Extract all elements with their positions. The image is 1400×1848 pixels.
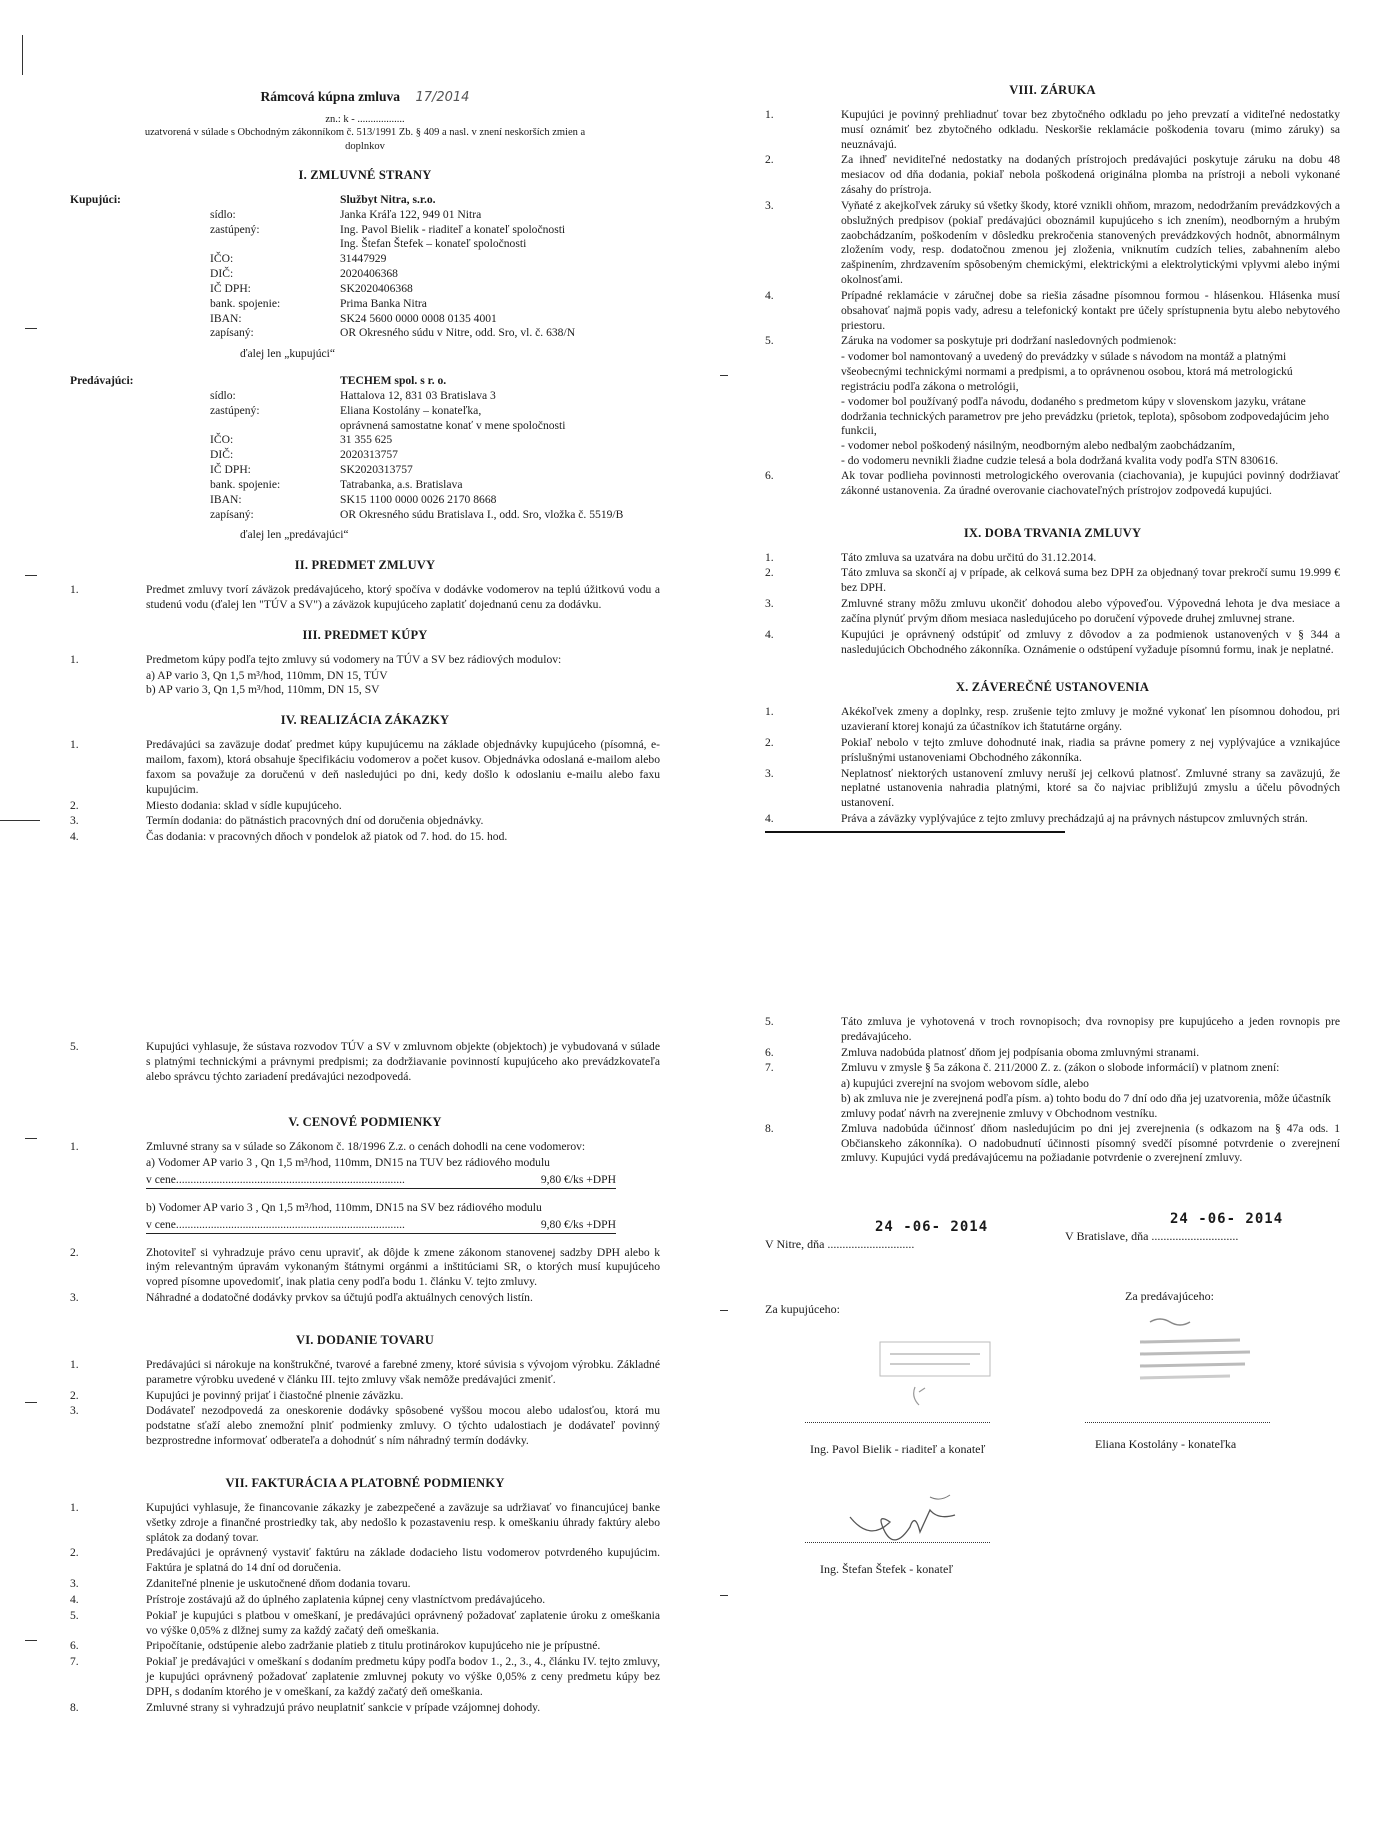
clause-number: 2.: [70, 1546, 79, 1560]
party-field-value: Hattalova 12, 831 03 Bratislava 3: [340, 388, 496, 402]
party-field-label: zapísaný:: [210, 326, 254, 340]
party-field-value: OR Okresného súdu Bratislava I., odd. Sro, vložka č. 5519/B: [340, 507, 624, 521]
margin-dash: [720, 375, 728, 376]
party-field-label: IČ DPH:: [210, 463, 251, 477]
purchase-list: [70, 653, 660, 668]
prices-list: [70, 1246, 660, 1306]
clause-text: Záruka na vodomer sa poskytuje pri dodržaní nasledovných podmienok:: [841, 334, 1177, 348]
clause-item: [765, 108, 1340, 152]
price-b-line: [146, 1218, 616, 1234]
clause-text: Čas dodania: v pracovných dňoch v pondelok až piatok od 7. hod. do 15. hod.: [146, 830, 508, 844]
margin-dash: [25, 328, 37, 329]
clause-item: [70, 583, 660, 613]
clause-item: [70, 1501, 660, 1545]
margin-dash: [25, 1402, 37, 1403]
clause-item: [70, 1404, 660, 1448]
clause-item: [70, 1655, 660, 1699]
clause-text: Táto zmluva je vyhotovená v troch rovnopisoch; dva rovnopisy pre kupujúceho a jeden rovnopis pre predávajúceho.: [841, 1015, 1340, 1043]
section-heading-realization: IV. REALIZÁCIA ZÁKAZKY: [280, 713, 450, 728]
margin-dash: [720, 1595, 728, 1596]
party-field-value: Eliana Kostolány – konateľka,: [340, 403, 482, 417]
clause-number: 4.: [70, 1592, 79, 1606]
clause-text: Pripočítanie, odstúpenie alebo zadržanie platieb z titulu protinárokov kupujúceho nie je prípustné.: [146, 1639, 601, 1653]
clause-text: Prípadné reklamácie v záručnej dobe sa riešia zásadne písomnou formou - hlásenkou. Hlásenka musí obsahovať najmä popis vady, adresu a telefonický kontakt pre účely sprístupnenia bytu alebo nebytového priestoru.: [841, 288, 1340, 332]
item-number: 1.: [70, 1140, 79, 1154]
clause-item: [765, 1015, 1340, 1045]
final-sub-a: a) kupujúci zverejní na svojom webovom sídle, alebo: [841, 1077, 1089, 1091]
clause-item: [70, 653, 660, 668]
clause-number: 8.: [765, 1121, 774, 1135]
clause-number: 2.: [765, 153, 774, 167]
clause-item: [70, 1639, 660, 1654]
clause-text: Táto zmluva sa skončí aj v prípade, ak celková suma bez DPH za objednaný tovar prekročí sumu 19.999 € bez DPH.: [841, 566, 1340, 595]
clause-number: 4.: [765, 627, 774, 641]
clause-text: Zmluvné strany môžu zmluvu ukončiť dohodou alebo výpoveďou. Výpovedná lehota je dva mesiace a začína plynúť prvým dňom mesiaca nasledujúceho po doručení výpovede druhej zmluvnej strane.: [841, 597, 1340, 625]
margin-dash: [25, 575, 37, 576]
party-field-value: 2020406368: [340, 267, 398, 281]
party-spacer: [70, 267, 210, 282]
clause-text: Kupujúci vyhlasuje, že financovanie zákazky je zabezpečené a zaväzuje sa udržiavať vo financujúcej banke všetky zdroje a finančné prostriedky tak, aby nedošlo k pozastaveniu resp. k omeškaniu úhrady faktúry alebo splátok za dodaný tovar.: [146, 1500, 660, 1544]
clause-item: [765, 812, 1340, 827]
clause-item: [70, 799, 660, 814]
party-field-label: bank. spojenie:: [210, 477, 281, 491]
seller-role: Predávajúci:: [70, 374, 134, 388]
clause-number: 5.: [70, 1608, 79, 1622]
buyer-signatory-2: Ing. Štefan Štefek - konateľ: [820, 1562, 954, 1577]
party-spacer: [70, 508, 210, 523]
party-spacer: [70, 223, 210, 238]
buyer-date-stamp: 24 -06- 2014: [875, 1219, 989, 1236]
price-a-desc: a) Vodomer AP vario 3 , Qn 1,5 m³/hod, 110mm, DN15 na TUV bez rádiového modulu: [146, 1156, 550, 1170]
buyer-alias: ďalej len „kupujúci“: [240, 347, 336, 361]
party-field-value: SK24 5600 0000 0008 0135 4001: [340, 311, 497, 325]
clause-text: Kupujúci je oprávnený odstúpiť od zmluvy z dôvodov a za podmienok ustanovených v § 344 a nasledujúcich Obchodného zákonníka. Oznámenie o odstúpení vyžaduje písomnú formu, inak je neplatné.: [841, 627, 1340, 656]
clause-item: [765, 767, 1340, 811]
party-spacer: [70, 404, 210, 419]
buyer-signature-line: [805, 1422, 990, 1423]
price-item: [70, 1140, 660, 1155]
clause-item: [70, 814, 660, 829]
clause-item: [70, 738, 660, 797]
seller-block: [70, 374, 660, 522]
clause-number: 1.: [70, 1357, 79, 1371]
intro-text: uzatvorená v súlade s Obchodným zákonníkom č. 513/1991 Zb. § 409 a nasl. v znení neskorších zmien a doplnkov: [144, 127, 586, 152]
warranty-condition: - vodomer nebol poškodený násilným, neodborným alebo nedbalým zaobchádzaním,: [841, 439, 1236, 453]
clause-text: Pokiaľ nebolo v tejto zmluve dohodnuté inak, riadia sa právne pomery z nej vyplývajúce a vznikajúce príslušnými ustanoveniami Obchodného zákonníka.: [841, 735, 1340, 764]
clause-text: Vyňaté z akejkoľvek záruky sú všetky škody, ktoré vznikli ohňom, mrazom, nedodržaním prevádzkových a obslužných predpisov (pokiaľ predávajúci oboznámil kupujúceho s ich znením), neodborným a hrubým zaobchádzaním, poškodením v dôsledku prekročenia stanovených prevádzkových hodnôt, abnormálnym zložením vody, resp. dodatočnou zmenou jej zloženia, vniknutím cudzích telies, zabahnením alebo zašpinením, zhrdzavením spôsobeným chemickými, elektrickými a elektrolytickými vplyvmi alebo inými okolnosťami.: [841, 198, 1340, 287]
quadrant-bottom-right: [765, 1015, 1340, 1787]
clause-item: [70, 1246, 660, 1290]
clause-number: 1.: [765, 705, 774, 719]
warranty-list-2: [765, 469, 1340, 499]
margin-dash: [0, 820, 40, 821]
section-heading-invoicing: VII. FAKTURÁCIA A PLATOBNÉ PODMIENKY: [225, 1475, 505, 1490]
clause-number: 1.: [70, 738, 79, 752]
clause-text: Zmluvné strany si vyhradzujú právo neuplatniť sankcie v prípade vzájomnej dohody.: [146, 1700, 541, 1714]
clause-number: 3.: [765, 198, 774, 212]
document-title: [70, 88, 660, 107]
final-list-2: [765, 1015, 1340, 1076]
clause-text: Prístroje zostávajú až do úplného zaplatenia kúpnej ceny vlastníctvom predávajúceho.: [146, 1592, 546, 1606]
party-field-label: zastúpený:: [210, 222, 260, 236]
clause-text: Neplatnosť niektorých ustanovení zmluvy neruší jej celkovú platnosť. Zmluvné strany sa zaväzujú, že neplatné ustanovenia nahradia platnými, ktoré sa čo najviac približujú zmyslu a účelu pôvodných ustanovení.: [841, 766, 1340, 810]
clause-item: [70, 1040, 660, 1084]
clause-text: Zmluva nadobúda platnosť dňom jej podpísania oboma zmluvnými stranami.: [841, 1045, 1200, 1059]
party-spacer: [70, 252, 210, 267]
realization-list: [70, 738, 660, 845]
party-spacer: [70, 448, 210, 463]
warranty-condition: - do vodomeru nevnikli žiadne cudzie telesá a bola dodržaná kvalita vody podľa STN 830616.: [841, 454, 1279, 468]
seller-alias: ďalej len „predávajúci“: [240, 528, 349, 542]
clause-item: [765, 551, 1340, 566]
price-a-label: v cene...............................................................................: [146, 1173, 405, 1187]
clause-text: Zhotoviteľ si vyhradzuje právo cenu upraviť, ak dôjde k zmene zákonom stanovenej sadzby DPH alebo k iným relevantným úpravám vykonaným štátnymi orgánmi a inštitúciami SR, o ktorých musí kupujúceho vopred písomne upovedomiť, inak platia ceny podľa bodu 1. článku V. tejto zmluvy.: [146, 1245, 660, 1289]
party-field-value: 31447929: [340, 252, 387, 266]
party-field-label: bank. spojenie:: [210, 296, 281, 310]
clause-number: 8.: [70, 1700, 79, 1714]
party-field-label: sídlo:: [210, 207, 236, 221]
section-heading-purchase: III. PREDMET KÚPY: [302, 627, 428, 642]
party-spacer: [70, 297, 210, 312]
clause-text: Pokiaľ je predávajúci v omeškaní s dodaním predmetu kúpy podľa bodov 1., 2., 3., 4., článku IV. tejto zmluvy, je kupujúci oprávnený požadovať zaplatenie zmluvnej pokuty vo výške 0,05% z ceny predmetu kúpy bez DPH, s dodaním ktorého je v omeškaní, za každý začatý deň omeškania.: [146, 1655, 660, 1698]
clause-item: [765, 153, 1340, 197]
margin-dash: [25, 1640, 37, 1641]
price-a-value: 9,80 €/ks +DPH: [540, 1173, 616, 1187]
section-heading-delivery: VI. DODANIE TOVARU: [295, 1332, 434, 1347]
clause-item: [765, 566, 1340, 596]
clause-number: 2.: [765, 566, 774, 580]
party-field-value: Ing. Pavol Bielik - riaditeľ a konateľ spoločnosti: [340, 222, 566, 236]
buyer-place-date: V Nitre, dňa .............................: [765, 1237, 915, 1252]
duration-list: [765, 551, 1340, 658]
clause-number: 1.: [765, 108, 774, 121]
clause-text: Práva a záväzky vyplývajúce z tejto zmluvy prechádzajú aj na právnych nástupcov zmluvných strán.: [841, 812, 1308, 826]
seller-place-date: V Bratislave, dňa .............................: [1065, 1229, 1239, 1244]
party-field-label: IČ DPH:: [210, 281, 251, 295]
section-heading-duration: IX. DOBA TRVANIA ZMLUVY: [963, 525, 1142, 540]
clause-item: [765, 1046, 1340, 1061]
signature-scribble-icon: [835, 1487, 975, 1557]
for-buyer-label: Za kupujúceho:: [765, 1302, 840, 1317]
price-b-value: 9,80 €/ks +DPH: [540, 1217, 616, 1231]
party-field-value: Ing. Štefan Štefek – konateľ spoločnosti: [340, 237, 527, 251]
clause-number: 4.: [70, 830, 79, 844]
clause-item: [70, 1577, 660, 1592]
party-field-value: Prima Banka Nitra: [340, 296, 427, 310]
party-spacer: [70, 478, 210, 493]
margin-dash: [25, 1138, 37, 1139]
clause-number: 1.: [70, 583, 79, 597]
clause-number: 1.: [765, 550, 774, 564]
party-field-label: zastúpený:: [210, 403, 260, 417]
party-field-label: zapísaný:: [210, 507, 254, 521]
clause-text: Predávajúci si nárokuje na konštrukčné, tvarové a farebné zmeny, ktoré súvisia s vývojom výrobku. Základné parametre výrobku uvedené v článku III. tejto zmluvy však nemôže predávajúci zmeniť.: [146, 1357, 660, 1386]
clause-item: [70, 1546, 660, 1576]
warranty-condition: - vodomer bol namontovaný a uvedený do prevádzky v súlade s návodom na montáž a platnými všeobecnými technickými normami a predpismi, a to oprávnenou osobou, ktorá má metrologickú registráciu podľa zákona o metrológii,: [841, 350, 1293, 393]
clause-item: [765, 334, 1340, 349]
clause-item: [70, 1609, 660, 1639]
section-heading-warranty: VIII. ZÁRUKA: [1009, 83, 1096, 97]
clause-text: Ak tovar podlieha povinnosti metrologického overovania (ciachovania), je kupujúci povinný dodržiavať zákonné ustanovenia. Za úradné overovanie ciachovateľných prístrojov zodpovedá kupujúci.: [841, 468, 1340, 497]
realization-list-2: [70, 1040, 660, 1084]
clause-number: 3.: [70, 814, 79, 828]
buyer-role: Kupujúci:: [70, 192, 121, 206]
buyer-stamp-icon: [875, 1332, 995, 1412]
final-list: [765, 705, 1340, 827]
clause-item: [765, 199, 1340, 288]
party-field-label: sídlo:: [210, 388, 236, 402]
party-spacer: [70, 312, 210, 327]
clause-item: [70, 1389, 660, 1404]
title-text: Rámcová kúpna zmluva: [260, 89, 401, 104]
clause-number: 4.: [765, 812, 774, 826]
clause-text: Termín dodania: do pätnástich pracovných dní od doručenia objednávky.: [146, 814, 484, 828]
clause-number: 2.: [70, 1245, 79, 1259]
quadrant-bottom-left: [70, 1040, 660, 1717]
party-spacer: [70, 419, 210, 434]
clause-text: Zdaniteľné plnenie je uskutočnené dňom dodania tovaru.: [146, 1577, 411, 1591]
party-field-value: SK15 1100 0000 0026 2170 8668: [340, 492, 497, 506]
buyer-block: [70, 193, 660, 341]
party-field-label: IČO:: [210, 433, 234, 447]
party-spacer: [70, 237, 210, 252]
warranty-condition: - vodomer bol používaný podľa návodu, dodaného s predmetom kúpy v slovenskom jazyku, vrátane dodržania technických parametrov pre jeho prevádzku (prietok, teplota), spôsobom zodpovedajúcim jeho funkcii,: [841, 394, 1330, 438]
clause-text: Predávajúci sa zaväzuje dodať predmet kúpy kupujúcemu na základe objednávky kupujúceho (písomná, e-mailom, faxom), ktorá obsahuje špecifikáciu vodomerov a počet kusov. Objednávka odoslaná e-mailom alebo faxom sa považuje za doručenú v deň nasledujúci po dni, kedy došlo k odoslaniu e-mailu alebo faxu kupujúcim.: [146, 738, 660, 796]
clause-number: 3.: [765, 766, 774, 780]
clause-text: Predmetom kúpy podľa tejto zmluvy sú vodomery na TÚV a SV bez rádiových modulov:: [146, 652, 562, 666]
signature-area: [765, 1167, 1340, 1787]
clause-number: 7.: [70, 1655, 79, 1669]
party-spacer: [70, 326, 210, 341]
clause-item: [765, 597, 1340, 627]
party-field-label: IBAN:: [210, 492, 242, 506]
party-field-value: 2020313757: [340, 448, 398, 462]
party-field-value: OR Okresného súdu v Nitre, odd. Sro, vl. č. 638/N: [340, 326, 576, 340]
clause-text: Kupujúci vyhlasuje, že sústava rozvodov TÚV a SV v zmluvnom objekte (objektoch) je vybudovaná v súlade s platnými technickými a právnymi predpismi; za dodržiavanie povinností kupujúceho ako prevádzkovateľa alebo správcu týchto zariadení predávajúci nezodpovedá.: [146, 1040, 660, 1083]
clause-number: 5.: [70, 1040, 79, 1053]
buyer-signatory-1: Ing. Pavol Bielik - riaditeľ a konateľ: [810, 1442, 986, 1457]
warranty-list: [765, 108, 1340, 349]
buyer-name: Službyt Nitra, s.r.o.: [340, 192, 436, 206]
clause-item: [765, 289, 1340, 333]
clause-item: [765, 736, 1340, 766]
clause-text: Kupujúci je povinný prijať i čiastočné plnenie záväzku.: [146, 1388, 404, 1402]
invoicing-list: [70, 1501, 660, 1716]
clause-item: [765, 628, 1340, 658]
clause-number: 3.: [765, 597, 774, 611]
seller-name: TECHEM spol. s r. o.: [340, 374, 447, 388]
price-b-desc: b) Vodomer AP vario 3 , Qn 1,5 m³/hod, 110mm, DN15 na SV bez rádiového modulu: [146, 1200, 542, 1214]
clause-text: Predmet zmluvy tvorí záväzok predávajúceho, ktorý spočíva v dodávke vodomerov na teplú úžitkovú vodu a studenú vodu (ďalej len "TÚV a SV") a záväzok kupujúceho zaplatiť dojednanú cenu za dodávku.: [146, 583, 660, 611]
price-b-label: v cene...............................................................................: [146, 1217, 405, 1231]
party-spacer: [70, 282, 210, 297]
delivery-list: [70, 1358, 660, 1449]
clause-number: 6.: [70, 1639, 79, 1653]
clause-text: Za ihneď neviditeľné nedostatky na dodaných prístrojoch predávajúci poskytuje záruku na dobu 48 mesiacov od dňa dodania, pokiaľ nebola poškodená originálna plomba na prístroji a neboli vykonané zásahy do prístroja.: [841, 153, 1340, 197]
warranty-conditions: [841, 350, 1340, 469]
party-spacer: [70, 493, 210, 508]
section-rule: [765, 831, 1065, 833]
clause-number: 3.: [70, 1577, 79, 1591]
section-heading-parties: I. ZMLUVNÉ STRANY: [298, 167, 432, 182]
clause-text: Zmluvu v zmysle § 5a zákona č. 211/2000 Z. z. (zákon o slobode informácií) v platnom znení:: [841, 1061, 1280, 1075]
purchase-line-a: a) AP vario 3, Qn 1,5 m³/hod, 110mm, DN 15, TÚV: [146, 668, 388, 682]
party-field-label: [210, 419, 340, 434]
clause-text: Predávajúci je oprávnený vystaviť faktúru na základe dodacieho listu vodomerov potvrdeného kupujúcim. Faktúra je splatná do 14 dní od doručenia.: [146, 1546, 660, 1575]
quadrant-top-right: [765, 80, 1340, 833]
clause-number: 2.: [765, 735, 774, 749]
party-field-value: Janka Kráľa 122, 949 01 Nitra: [340, 207, 482, 221]
section-heading-prices: V. CENOVÉ PODMIENKY: [288, 1115, 442, 1130]
quadrant-top-left: [70, 80, 660, 846]
clause-item: [765, 1061, 1340, 1076]
clause-text: Zmluva nadobúda účinnosť dňom nasledujúcim po dni jej zverejnenia (s odkazom na § 47a ods. 1 Občianskeho zákonníka). O nadobudnutí účinnosti písomný svedčí písomné potvrdenie o zverejnení zmluvy. Kupujúci vydá predávajúcemu na požiadanie potvrdenie o zverejnení zmluvy.: [841, 1121, 1340, 1165]
clause-item: [70, 1291, 660, 1306]
party-field-label: [210, 237, 340, 252]
party-field-value: SK2020406368: [340, 281, 413, 295]
clause-number: 6.: [765, 468, 774, 482]
seller-signature-line: [1085, 1422, 1270, 1423]
clause-number: 2.: [70, 798, 79, 812]
section-heading-subject: II. PREDMET ZMLUVY: [294, 558, 436, 573]
clause-item: [765, 705, 1340, 735]
reference-number: zn.: k - ..................: [325, 113, 405, 125]
price-a-line: [146, 1173, 616, 1189]
clause-text: Náhradné a dodatočné dodávky prvkov sa účtujú podľa aktuálnych cenových listín.: [146, 1291, 533, 1305]
for-seller-label: Za predávajúceho:: [1125, 1289, 1214, 1304]
subject-list: [70, 583, 660, 613]
clause-text: Dodávateľ nezodpovedá za oneskorenie dodávky spôsobené vyššou mocou alebo udalosťou, ktorá mu podstatne sťaží alebo znemožní plniť podmienky zmluvy. O týchto udalostiach je dodávateľ povinný bezprostredne informovať odberateľa a dohodnúť s ním náhradný termín dodávky.: [146, 1404, 660, 1448]
clause-number: 7.: [765, 1061, 774, 1075]
clause-text: Táto zmluva sa uzatvára na dobu určitú do 31.12.2014.: [841, 550, 1097, 564]
seller-date-stamp: 24 -06- 2014: [1170, 1211, 1284, 1228]
clause-item: [70, 1701, 660, 1716]
margin-dash: [720, 1310, 728, 1311]
party-field-value: SK2020313757: [340, 463, 413, 477]
clause-item: [70, 1358, 660, 1388]
clause-number: 5.: [765, 334, 774, 348]
clause-text: Pokiaľ je kupujúci s platbou v omeškaní, je predávajúci oprávnený požadovať zaplatenie úroku z omeškania vo výške 0,05% z dlžnej sumy za každý začatý deň omeškania.: [146, 1608, 660, 1637]
clause-number: 1.: [70, 1500, 79, 1514]
clause-number: 6.: [765, 1045, 774, 1059]
item-text: Zmluvné strany sa v súlade so Zákonom č. 18/1996 Z.z. o cenách dohodli na cene vodomerov:: [146, 1140, 586, 1154]
clause-item: [765, 1122, 1340, 1166]
final-list-3: [765, 1122, 1340, 1166]
seller-signatory: Eliana Kostolány - konateľka: [1095, 1437, 1237, 1452]
section-heading-final: X. ZÁVEREČNÉ USTANOVENIA: [955, 680, 1150, 695]
party-field-label: DIČ:: [210, 448, 234, 462]
party-field-label: IČO:: [210, 252, 234, 266]
clause-number: 3.: [70, 1291, 79, 1305]
margin-line: [22, 35, 23, 75]
party-spacer: [70, 389, 210, 404]
clause-number: 1.: [70, 652, 79, 666]
seller-stamp-icon: [1120, 1312, 1270, 1412]
clause-text: Kupujúci je povinný prehliadnuť tovar bez zbytočného odkladu po jeho prevzatí a viditeľné nedostatky musí oznámiť bez zbytočného odkladu. Neskoršie reklamácie poškodenia tovaru (mimo záruky) sa neuznávajú.: [841, 108, 1340, 151]
party-field-value: oprávnená samostatne konať v mene spoločnosti: [340, 418, 566, 432]
purchase-line-b: b) AP vario 3, Qn 1,5 m³/hod, 110mm, DN 15, SV: [146, 683, 380, 697]
clause-item: [765, 469, 1340, 499]
clause-text: Akékoľvek zmeny a doplnky, resp. zrušenie tejto zmluvy je možné vykonať len písomnou dohodou, pri uzavieraní ktorej konajú za účastníkov ich štatutárne orgány.: [841, 705, 1340, 734]
clause-number: 4.: [765, 288, 774, 302]
party-spacer: [70, 433, 210, 448]
party-field-value: Tatrabanka, a.s. Bratislava: [340, 477, 463, 491]
clause-item: [70, 830, 660, 845]
party-field-label: IBAN:: [210, 311, 242, 325]
buyer-signature-line-2: [805, 1542, 990, 1543]
party-spacer: [70, 463, 210, 478]
clause-number: 3.: [70, 1404, 79, 1418]
party-spacer: [70, 208, 210, 223]
clause-text: Miesto dodania: sklad v sídle kupujúceho.: [146, 798, 342, 812]
party-field-value: 31 355 625: [340, 433, 393, 447]
party-field-label: DIČ:: [210, 267, 234, 281]
handwritten-number: 17/2014: [415, 90, 470, 105]
clause-number: 2.: [70, 1388, 79, 1402]
clause-number: 5.: [765, 1015, 774, 1028]
clause-item: [70, 1593, 660, 1608]
final-sub-b: b) ak zmluva nie je zverejnená podľa písm. a) tohto bodu do 7 dní odo dňa jej uzatvorenia, môže účastník zmluvy podať návrh na zverejnenie zmluvy v Obchodnom vestníku.: [841, 1092, 1331, 1120]
